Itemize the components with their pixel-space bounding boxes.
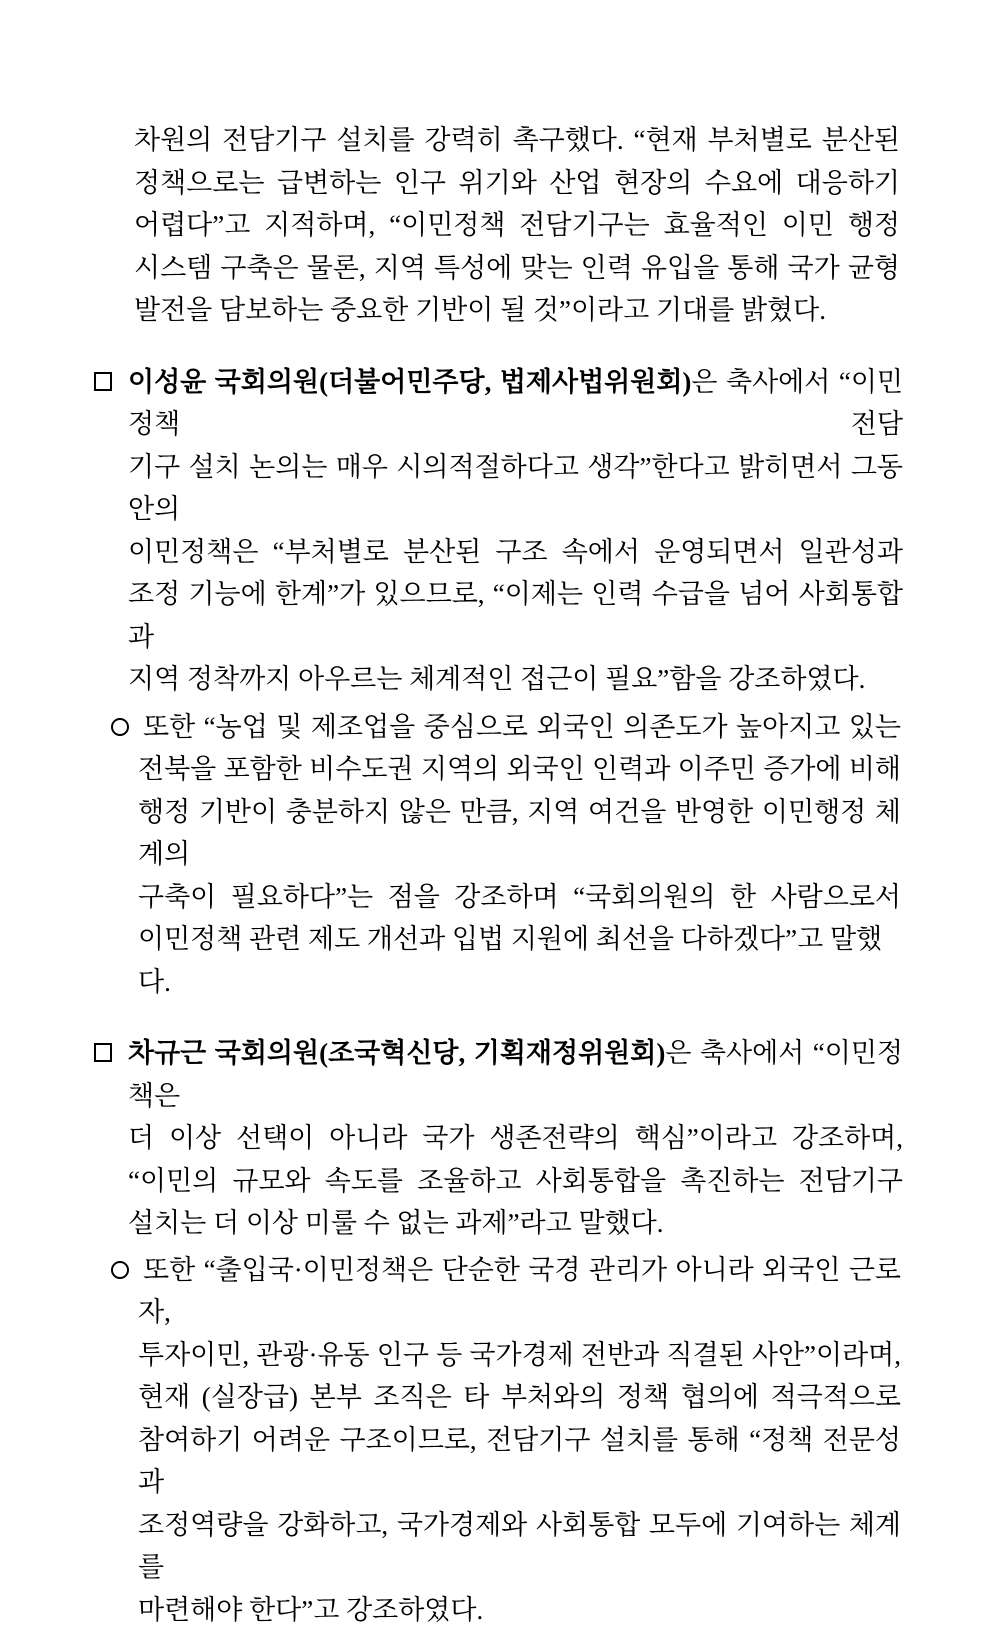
- paragraph-intro-continuation: [134, 119, 900, 332]
- text-line: 차원의 전담기구 설치를 강력히 촉구했다. “현재 부처별로 분산된: [134, 119, 900, 162]
- text-line: 조정역량을 강화하고, 국가경제와 사회통합 모두에 기여하는 체계를: [138, 1504, 901, 1589]
- text-line: 투자이민, 관광·유동 인구 등 국가경제 전반과 직결된 사안”이라며,: [138, 1334, 901, 1377]
- text-line: 참여하기 어려운 구조이므로, 전담기구 설치를 통해 “정책 전문성과: [138, 1419, 901, 1504]
- text-line: 어렵다”고 지적하며, “이민정책 전담기구는 효율적인 이민 행정: [134, 204, 900, 247]
- speaker-name: 차규근 국회의원(조국혁신당, 기획재정위원회): [128, 1038, 665, 1068]
- text-line: 정책으로는 급변하는 인구 위기와 산업 현장의 수요에 대응하기: [134, 162, 900, 205]
- text-line: 이민정책은 “부처별로 분산된 구조 속에서 운영되면서 일관성과: [128, 531, 903, 574]
- paragraph-rep-cha-kyu-geun: [128, 1032, 903, 1245]
- text-line: [128, 361, 903, 446]
- text-line: 전북을 포함한 비수도권 지역의 외국인 인력과 이주민 증가에 비해: [138, 748, 901, 791]
- text-line: [128, 1032, 903, 1117]
- lead-rest-text: 은 축사에서 “이민정책 전담: [128, 367, 903, 440]
- text-line: 행정 기반이 충분하지 않은 만큼, 지역 여건을 반영한 이민행정 체계의: [138, 791, 901, 876]
- speaker-name: 이성윤 국회의원(더불어민주당, 법제사법위원회): [128, 367, 691, 397]
- text-line: 또한 “출입국·이민정책은 단순한 국경 관리가 아니라 외국인 근로자,: [138, 1249, 901, 1334]
- paragraph-lee-subpoint: [138, 706, 901, 1004]
- square-bullet-icon: [94, 372, 112, 391]
- text-line: 조정 기능에 한계”가 있으므로, “이제는 인력 수급을 넘어 사회통합과: [128, 573, 903, 658]
- lead-rest-text: 은 축사에서 “이민정책은: [128, 1038, 903, 1111]
- text-line: 시스템 구축은 물론, 지역 특성에 맞는 인력 유입을 통해 국가 균형: [134, 247, 900, 290]
- text-line: 현재 (실장급) 본부 조직은 타 부처와의 정책 협의에 적극적으로: [138, 1376, 901, 1419]
- text-line: 또한 “농업 및 제조업을 중심으로 외국인 의존도가 높아지고 있는: [138, 706, 901, 749]
- circle-bullet-icon: [111, 1261, 129, 1279]
- text-line: 더 이상 선택이 아니라 국가 생존전략의 핵심”이라고 강조하며,: [128, 1117, 903, 1160]
- text-line: 이민정책 관련 제도 개선과 입법 지원에 최선을 다하겠다”고 말했다.: [138, 918, 901, 1003]
- text-line: 설치는 더 이상 미룰 수 없는 과제”라고 말했다.: [128, 1202, 903, 1245]
- paragraph-rep-lee-sung-yoon: [128, 361, 903, 701]
- text-line: 기구 설치 논의는 매우 시의적절하다고 생각”한다고 밝히면서 그동안의: [128, 446, 903, 531]
- text-line: 지역 정착까지 아우르는 체계적인 접근이 필요”함을 강조하였다.: [128, 658, 903, 701]
- text-line: “이민의 규모와 속도를 조율하고 사회통합을 촉진하는 전담기구: [128, 1160, 903, 1203]
- paragraph-cha-subpoint: [138, 1249, 901, 1631]
- square-bullet-icon: [94, 1043, 112, 1062]
- text-line: 구축이 필요하다”는 점을 강조하며 “국회의원의 한 사람으로서: [138, 876, 901, 919]
- text-line: 마련해야 한다”고 강조하였다.: [138, 1589, 901, 1631]
- circle-bullet-icon: [111, 718, 129, 736]
- text-line: 발전을 담보하는 중요한 기반이 될 것”이라고 기대를 밝혔다.: [134, 289, 900, 332]
